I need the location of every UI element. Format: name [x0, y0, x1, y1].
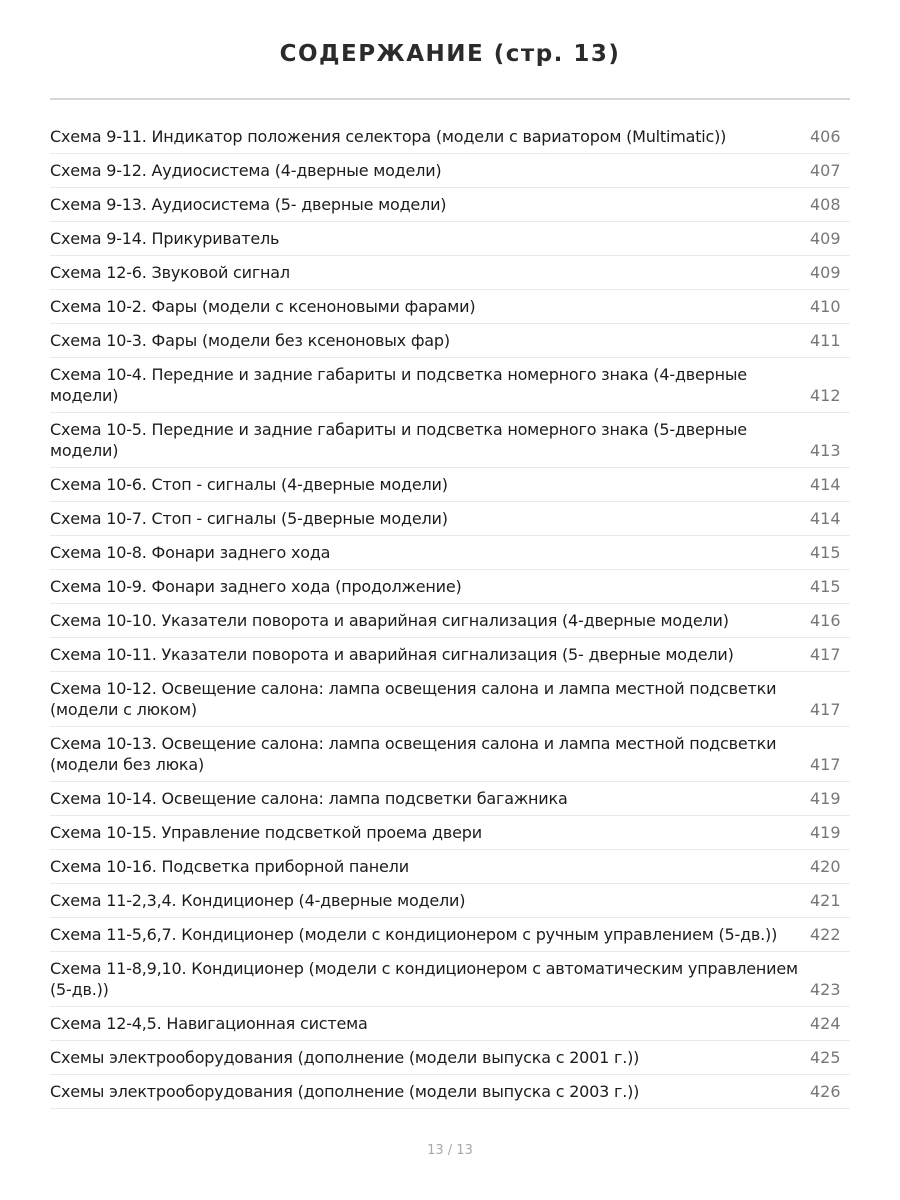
toc-entry[interactable] [50, 324, 850, 358]
toc-entry-page: 420 [810, 857, 841, 876]
toc-entry-page: 422 [810, 925, 841, 944]
toc-entry-page: 415 [810, 577, 841, 596]
toc-entry[interactable] [50, 536, 850, 570]
toc-entry-page: 410 [810, 297, 841, 316]
toc-entry-title: Схема 10-9. Фонари заднего хода (продолжение) [50, 577, 462, 596]
toc-entry[interactable] [50, 884, 850, 918]
toc-entry-title: Схема 11-5,6,7. Кондиционер (модели с кондиционером с ручным управлением (5-дв.)) [50, 925, 778, 944]
toc-entry-page: 421 [810, 891, 841, 910]
toc-entry[interactable] [50, 1075, 850, 1109]
toc-entry[interactable] [50, 1041, 850, 1075]
page-number: 13 / 13 [427, 1143, 473, 1158]
toc-entry[interactable] [50, 850, 850, 884]
toc-entry[interactable] [50, 672, 850, 727]
toc-entry-page: 426 [810, 1082, 841, 1101]
title-divider [50, 98, 850, 100]
toc-entry[interactable] [50, 188, 850, 222]
toc-entry[interactable] [50, 604, 850, 638]
toc-entry[interactable] [50, 1007, 850, 1041]
toc-entry[interactable] [50, 638, 850, 672]
toc-list [50, 120, 850, 1109]
toc-entry-page: 424 [810, 1014, 841, 1033]
toc-entry-title: Схема 10-10. Указатели поворота и аварийная сигнализация (4-дверные модели) [50, 611, 729, 630]
toc-entry-title: Схема 10-6. Стоп - сигналы (4-дверные модели) [50, 475, 448, 494]
toc-entry[interactable] [50, 358, 850, 413]
toc-entry[interactable] [50, 952, 850, 1007]
toc-entry-title: Схема 12-4,5. Навигационная система [50, 1014, 368, 1033]
toc-entry[interactable] [50, 413, 850, 468]
toc-entry-title: Схема 11-8,9,10. Кондиционер (модели с кондиционером с автоматическим управлением (5-дв.)) [50, 959, 798, 999]
toc-entry-title: Схема 9-12. Аудиосистема (4-дверные модели) [50, 161, 442, 180]
toc-entry[interactable] [50, 502, 850, 536]
toc-entry-title: Схема 9-14. Прикуриватель [50, 229, 280, 248]
toc-entry-title: Схема 10-7. Стоп - сигналы (5-дверные модели) [50, 509, 448, 528]
toc-entry[interactable] [50, 256, 850, 290]
toc-entry-title: Схема 11-2,3,4. Кондиционер (4-дверные модели) [50, 891, 466, 910]
toc-entry-title: Схема 9-11. Индикатор положения селектора (модели с вариатором (Multimatic)) [50, 127, 727, 146]
toc-entry-page: 412 [810, 386, 841, 405]
toc-entry[interactable] [50, 918, 850, 952]
toc-entry-title: Схема 10-2. Фары (модели с ксеноновыми фарами) [50, 297, 476, 316]
toc-entry-page: 414 [810, 475, 841, 494]
toc-entry[interactable] [50, 222, 850, 256]
toc-entry-page: 425 [810, 1048, 841, 1067]
toc-entry-title: Схема 10-8. Фонари заднего хода [50, 543, 331, 562]
toc-entry-title: Схема 10-16. Подсветка приборной панели [50, 857, 409, 876]
toc-entry-page: 414 [810, 509, 841, 528]
toc-entry-page: 417 [810, 645, 841, 664]
toc-entry-title: Схема 10-14. Освещение салона: лампа подсветки багажника [50, 789, 568, 808]
toc-entry-title: Схемы электрооборудования (дополнение (модели выпуска с 2001 г.)) [50, 1048, 640, 1067]
toc-entry-title: Схема 12-6. Звуковой сигнал [50, 263, 290, 282]
toc-entry-page: 406 [810, 127, 841, 146]
page-title: СОДЕРЖАНИЕ (стр. 13) [279, 41, 621, 67]
toc-entry-page: 419 [810, 789, 841, 808]
toc-entry-page: 409 [810, 229, 841, 248]
toc-entry-title: Схема 10-15. Управление подсветкой проема двери [50, 823, 482, 842]
toc-entry[interactable] [50, 120, 850, 154]
toc-entry-title: Схема 10-11. Указатели поворота и аварийная сигнализация (5- дверные модели) [50, 645, 734, 664]
toc-entry-page: 413 [810, 441, 841, 460]
toc-entry-title: Схема 10-12. Освещение салона: лампа освещения салона и лампа местной подсветки (модели с люком) [50, 679, 777, 719]
toc-entry-title: Схема 9-13. Аудиосистема (5- дверные модели) [50, 195, 447, 214]
toc-entry[interactable] [50, 782, 850, 816]
toc-entry-page: 423 [810, 980, 841, 999]
toc-entry[interactable] [50, 154, 850, 188]
toc-entry-title: Схема 10-3. Фары (модели без ксеноновых фар) [50, 331, 450, 350]
toc-entry[interactable] [50, 727, 850, 782]
toc-entry-page: 409 [810, 263, 841, 282]
toc-entry-page: 419 [810, 823, 841, 842]
toc-entry-page: 415 [810, 543, 841, 562]
toc-entry[interactable] [50, 816, 850, 850]
toc-entry-page: 411 [810, 331, 841, 350]
toc-entry-title: Схема 10-4. Передние и задние габариты и подсветка номерного знака (4-дверные модели) [50, 365, 747, 405]
toc-entry[interactable] [50, 468, 850, 502]
toc-entry-page: 417 [810, 755, 841, 774]
toc-entry-title: Схема 10-13. Освещение салона: лампа освещения салона и лампа местной подсветки (модели без люка) [50, 734, 777, 774]
toc-entry-title: Схемы электрооборудования (дополнение (модели выпуска с 2003 г.)) [50, 1082, 640, 1101]
toc-entry[interactable] [50, 290, 850, 324]
toc-entry-page: 408 [810, 195, 841, 214]
toc-entry[interactable] [50, 570, 850, 604]
toc-entry-page: 417 [810, 700, 841, 719]
toc-entry-page: 416 [810, 611, 841, 630]
toc-entry-page: 407 [810, 161, 841, 180]
toc-entry-title: Схема 10-5. Передние и задние габариты и подсветка номерного знака (5-дверные модели) [50, 420, 747, 460]
